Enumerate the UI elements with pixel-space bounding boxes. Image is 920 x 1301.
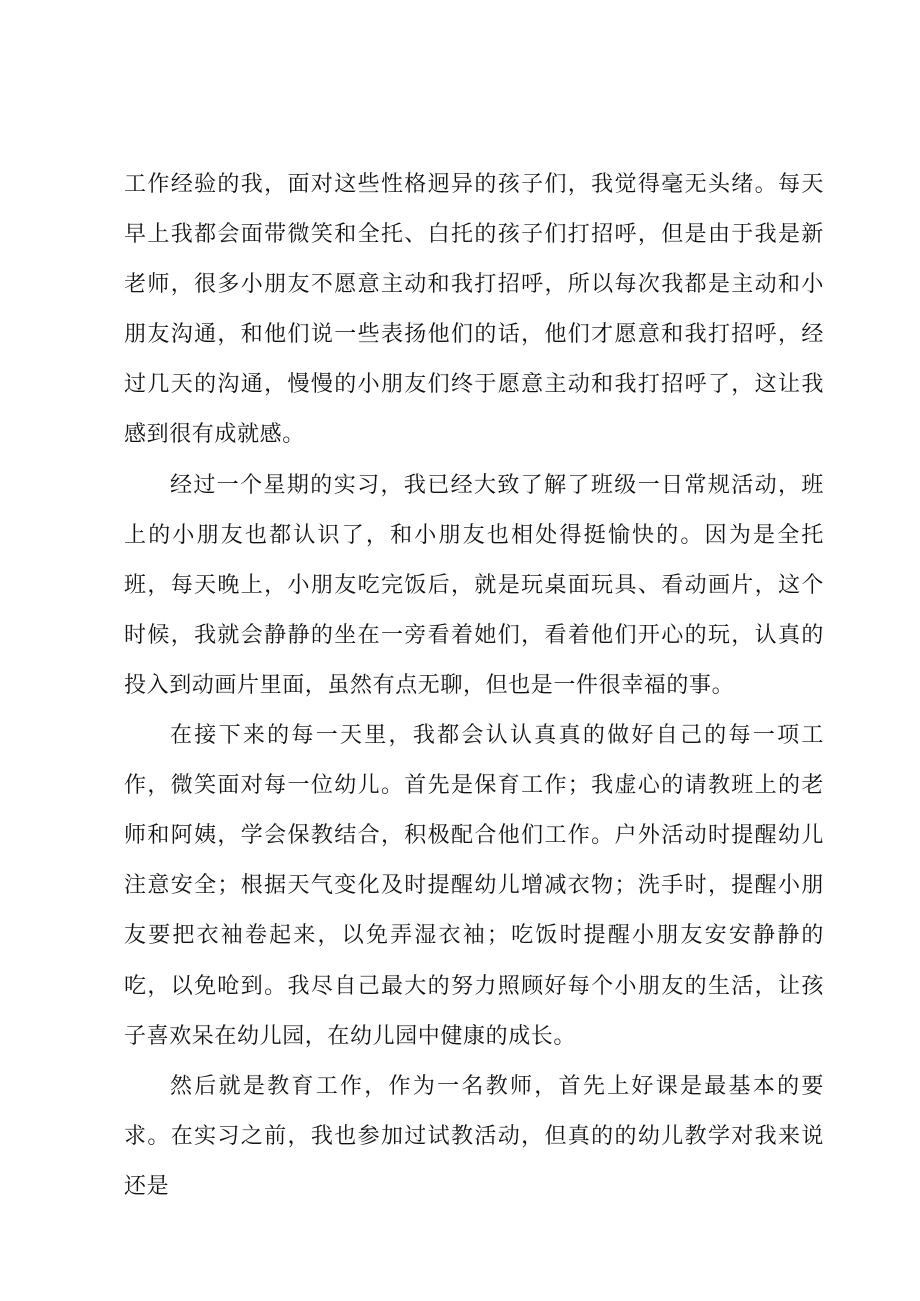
paragraph-3: 在接下来的每一天里，我都会认认真真的做好自己的每一项工作，微笑面对每一位幼儿。首先是保育工作；我虚心的请教班上的老师和阿姨，学会保教结合，积极配合他们工作。户外活动时提醒幼儿注意安全；根据天气变化及时提醒幼儿增减衣物；洗手时，提醒小朋友要把衣袖卷起来，以免弄湿衣袖；吃饭时提醒小朋友安安静静的吃，以免呛到。我尽自己最大的努力照顾好每个小朋友的生活，让孩子喜欢呆在幼儿园，在幼儿园中健康的成长。 — [124, 723, 824, 1049]
paragraph-1: 工作经验的我，面对这些性格迥异的孩子们，我觉得毫无头绪。每天早上我都会面带微笑和全托、白托的孩子们打招呼，但是由于我是新老师，很多小朋友不愿意主动和我打招呼，所以每次我都是主动和小朋友沟通，和他们说一些表扬他们的话，他们才愿意和我打招呼，经过几天的沟通，慢慢的小朋友们终于愿意主动和我打招呼了，这让我感到很有成就感。 — [124, 172, 824, 448]
body-text — [124, 160, 824, 1212]
paragraph-2: 经过一个星期的实习，我已经大致了解了班级一日常规活动，班上的小朋友也都认识了，和小朋友也相处得挺愉快的。因为是全托班，每天晚上，小朋友吃完饭后，就是玩桌面玩具、看动画片，这个时候，我就会静静的坐在一旁看着她们，看着他们开心的玩，认真的投入到动画片里面，虽然有点无聊，但也是一件很幸福的事。 — [124, 472, 824, 698]
paragraph-4: 然后就是教育工作，作为一名教师，首先上好课是最基本的要求。在实习之前，我也参加过试教活动，但真的的幼儿教学对我来说还是 — [124, 1073, 824, 1199]
